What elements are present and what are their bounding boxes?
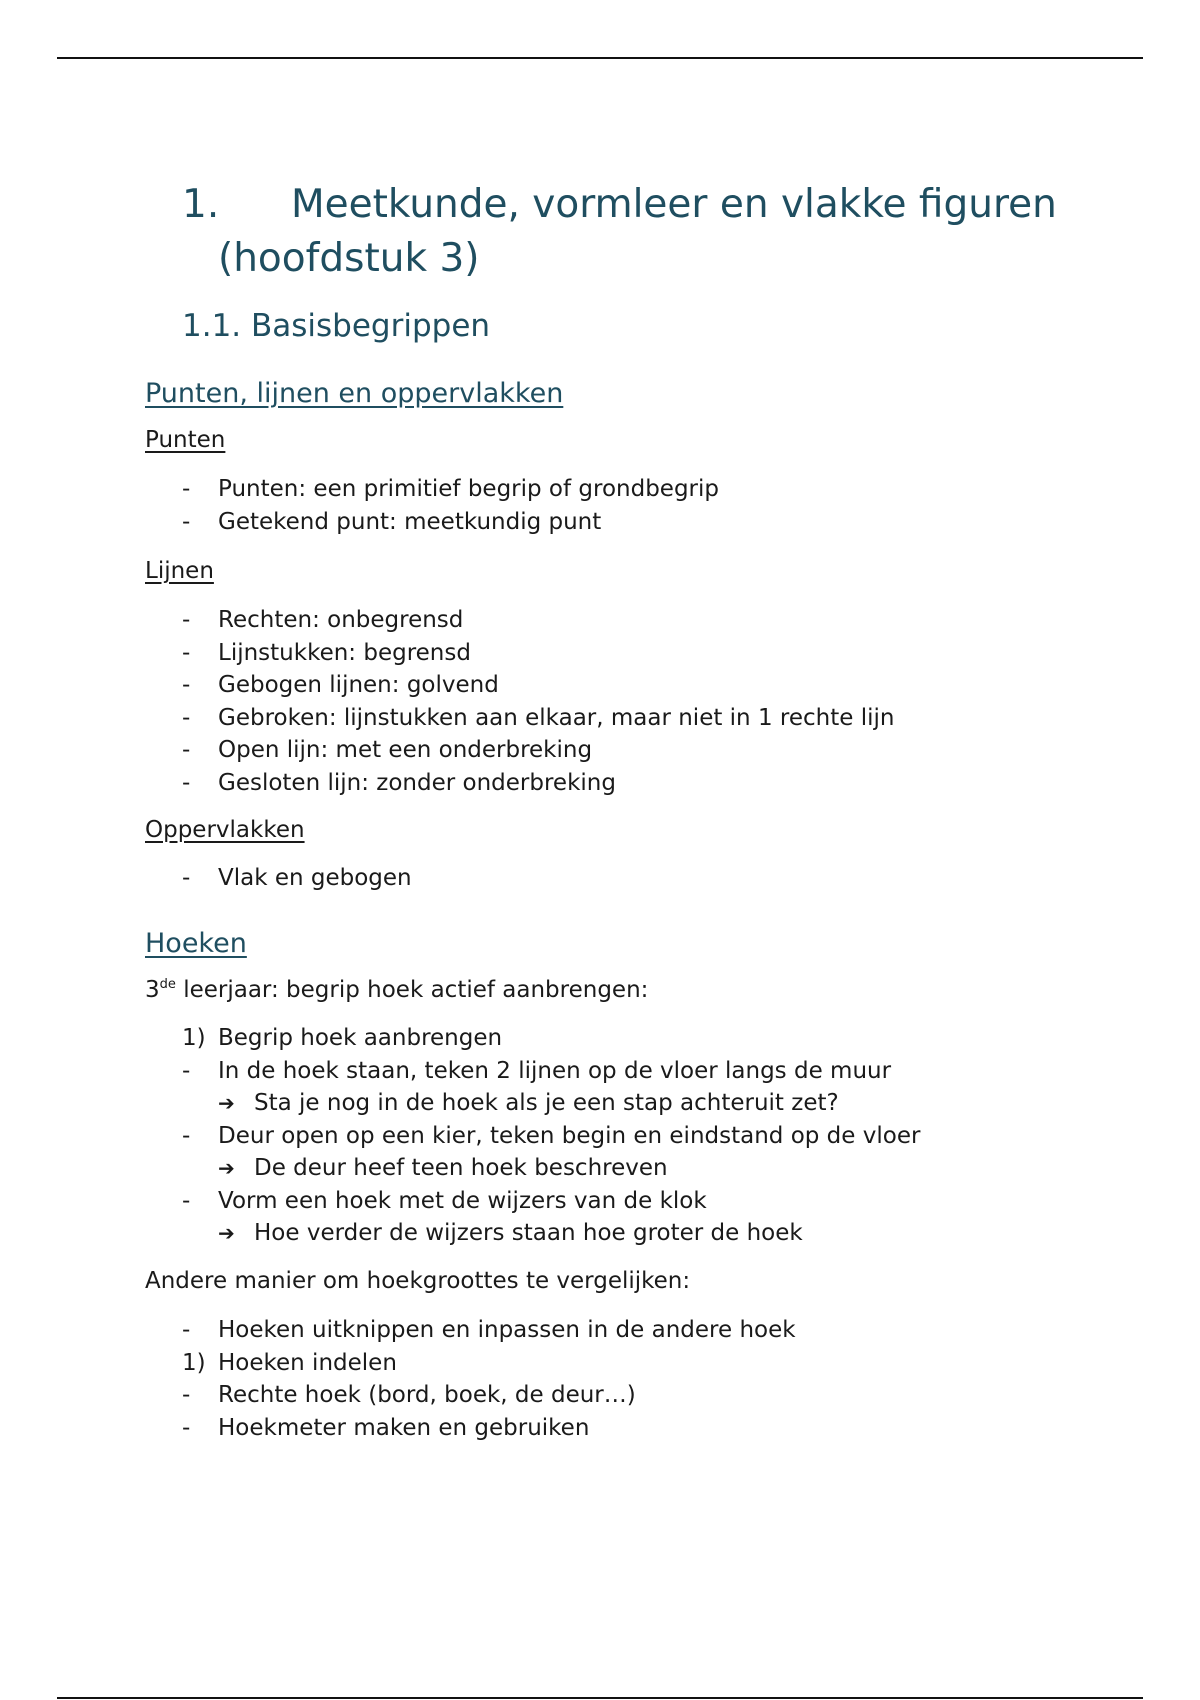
list-item: - Vlak en gebogen [182, 865, 412, 891]
arrow-icon: ➔ [218, 1091, 235, 1115]
arrow-icon: ➔ [218, 1221, 235, 1245]
hoeken-intro: 3de leerjaar: begrip hoek actief aanbrengen: [145, 977, 649, 1003]
topic-heading-lijnen: Lijnen [145, 558, 214, 584]
list-item: 1) Begrip hoek aanbrengen [182, 1025, 503, 1051]
oppervlakken-list [182, 862, 412, 895]
list-item: ➔ Hoe verder de wijzers staan hoe groter de hoek [182, 1217, 920, 1250]
list-item: - Rechten: onbegrensd [182, 607, 464, 633]
list-item: - Gebroken: lijnstukken aan elkaar, maar niet in 1 rechte lijn [182, 704, 895, 731]
hoeken-list-2 [182, 1314, 796, 1444]
subsection-heading-punten-lijnen: Punten, lijnen en oppervlakken [145, 378, 564, 409]
hoeken-compare-text: Andere manier om hoekgroottes te vergelijken: [145, 1268, 691, 1294]
list-item: - Lijnstukken: begrensd [182, 639, 471, 666]
hoeken-list-1 [182, 1022, 920, 1250]
lijnen-list [182, 604, 894, 799]
list-item: - Getekend punt: meetkundig punt [182, 508, 602, 535]
list-item: - Punten: een primitief begrip of grondbegrip [182, 476, 720, 502]
topic-heading-punten: Punten [145, 427, 226, 453]
list-item: - Hoeken uitknippen en inpassen in de andere hoek [182, 1317, 796, 1343]
chapter-number: 1. [182, 182, 220, 227]
list-item: ➔ Sta je nog in de hoek als je een stap achteruit zet? [182, 1087, 920, 1120]
punten-list [182, 473, 719, 538]
header-rule [57, 57, 1143, 59]
list-item: - Gesloten lijn: zonder onderbreking [182, 769, 616, 796]
chapter-heading [182, 178, 1102, 286]
list-item: ➔ De deur heef teen hoek beschreven [182, 1152, 920, 1185]
topic-heading-oppervlakken: Oppervlakken [145, 817, 305, 843]
section-heading: 1.1. Basisbegrippen [182, 308, 491, 344]
list-item: - Deur open op een kier, teken begin en eindstand op de vloer [182, 1122, 921, 1149]
list-item: - In de hoek staan, teken 2 lijnen op de vloer langs de muur [182, 1057, 892, 1084]
list-item: - Open lijn: met een onderbreking [182, 737, 593, 763]
arrow-icon: ➔ [218, 1156, 235, 1180]
list-item: 1) Hoeken indelen [182, 1349, 397, 1376]
chapter-title-line1: Meetkunde, vormleer en vlakke figuren [291, 182, 1057, 227]
list-item: - Rechte hoek (bord, boek, de deur…) [182, 1382, 636, 1408]
list-item: - Vorm een hoek met de wijzers van de klok [182, 1187, 707, 1214]
chapter-title-line2: (hoofdstuk 3) [218, 236, 480, 281]
footer-rule [57, 1697, 1143, 1699]
list-item: - Hoekmeter maken en gebruiken [182, 1414, 590, 1441]
list-item: - Gebogen lijnen: golvend [182, 672, 499, 698]
subsection-heading-hoeken: Hoeken [145, 928, 247, 959]
